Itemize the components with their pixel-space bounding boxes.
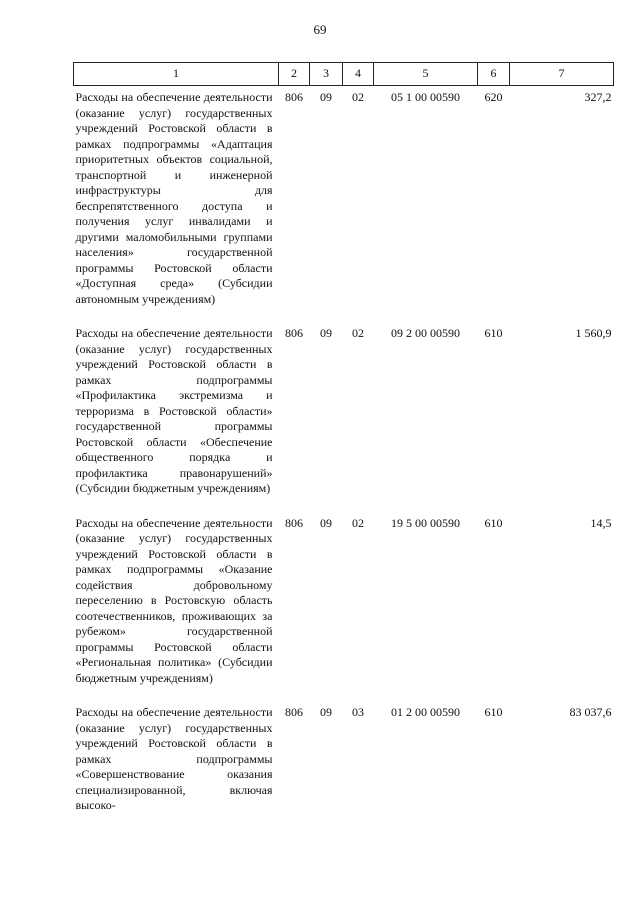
row-ministry-code: 806 bbox=[285, 705, 303, 719]
header-col-7: 7 bbox=[510, 63, 614, 86]
row-expense-type: 610 bbox=[484, 515, 503, 530]
page-number: 69 bbox=[313, 22, 327, 37]
budget-table bbox=[73, 62, 614, 829]
row-description: Расходы на обеспечение деятельности (оказание услуг) государственных учреждений Ростовской области в рамках подпрограммы «Совершенствование оказания специализированной, включая высоко- bbox=[75, 705, 273, 812]
table-header bbox=[74, 63, 614, 86]
row-section-code: 09 bbox=[320, 326, 332, 340]
row-subsection-code: 02 bbox=[352, 90, 364, 104]
row-target-article: 19 5 00 00590 bbox=[391, 515, 460, 530]
table-row bbox=[74, 701, 614, 829]
header-col-2: 2 bbox=[279, 63, 310, 86]
header-col-4: 4 bbox=[343, 63, 374, 86]
row-subsection-code: 02 bbox=[352, 326, 364, 340]
row-amount: 1 560,9 bbox=[575, 326, 612, 340]
row-subsection-code: 02 bbox=[352, 515, 364, 530]
header-col-1: 1 bbox=[74, 63, 279, 86]
row-subsection-code: 03 bbox=[352, 705, 364, 719]
row-section-code: 09 bbox=[320, 705, 332, 719]
row-target-article: 01 2 00 00590 bbox=[391, 705, 460, 719]
row-amount: 14,5 bbox=[590, 515, 612, 530]
table-body bbox=[74, 86, 614, 829]
row-target-article: 05 1 00 00590 bbox=[391, 90, 460, 104]
row-description: Расходы на обеспечение деятельности (оказание услуг) государственных учреждений Ростовской области в рамках подпрограммы «Адаптация приоритетных объектов социальной, транспортной и инженерной инфраструктуры для беспрепятственного доступа и получения услуг инвалидами и другими маломобильными группами населения» государственной программы Ростовской области «Доступная среда» (Субсидии автономным учреждениям) bbox=[75, 90, 273, 306]
row-description: Расходы на обеспечение деятельности (оказание услуг) государственных учреждений Ростовской области в рамках подпрограммы «Профилактика экстремизма и терроризма в Ростовской области» государственной программы Ростовской области «Обеспечение общественного порядка и профилактика правонарушений» (Субсидии бюджетным учреждениям) bbox=[75, 326, 273, 495]
row-expense-type: 610 bbox=[484, 705, 503, 719]
table-row bbox=[74, 86, 614, 323]
header-col-6: 6 bbox=[478, 63, 510, 86]
row-description: Расходы на обеспечение деятельности (оказание услуг) государственных учреждений Ростовской области в рамках подпрограммы «Оказание содействия добровольному переселению в Ростовскую область соотечественников, проживающих за рубежом» государственной программы Ростовской области «Региональная политика» (Субсидии бюджетным учреждениям) bbox=[75, 515, 273, 685]
row-ministry-code: 806 bbox=[285, 515, 303, 530]
row-amount: 327,2 bbox=[584, 90, 612, 104]
row-expense-type: 610 bbox=[484, 326, 503, 340]
header-row bbox=[74, 63, 614, 86]
table-row bbox=[74, 512, 614, 702]
row-ministry-code: 806 bbox=[285, 326, 303, 340]
row-expense-type: 620 bbox=[484, 90, 503, 104]
row-target-article: 09 2 00 00590 bbox=[391, 326, 460, 340]
header-col-3: 3 bbox=[310, 63, 343, 86]
row-section-code: 09 bbox=[320, 90, 332, 104]
row-ministry-code: 806 bbox=[285, 90, 303, 104]
header-col-5: 5 bbox=[374, 63, 478, 86]
row-amount: 83 037,6 bbox=[569, 705, 612, 719]
row-section-code: 09 bbox=[320, 515, 332, 530]
table-row bbox=[74, 322, 614, 512]
